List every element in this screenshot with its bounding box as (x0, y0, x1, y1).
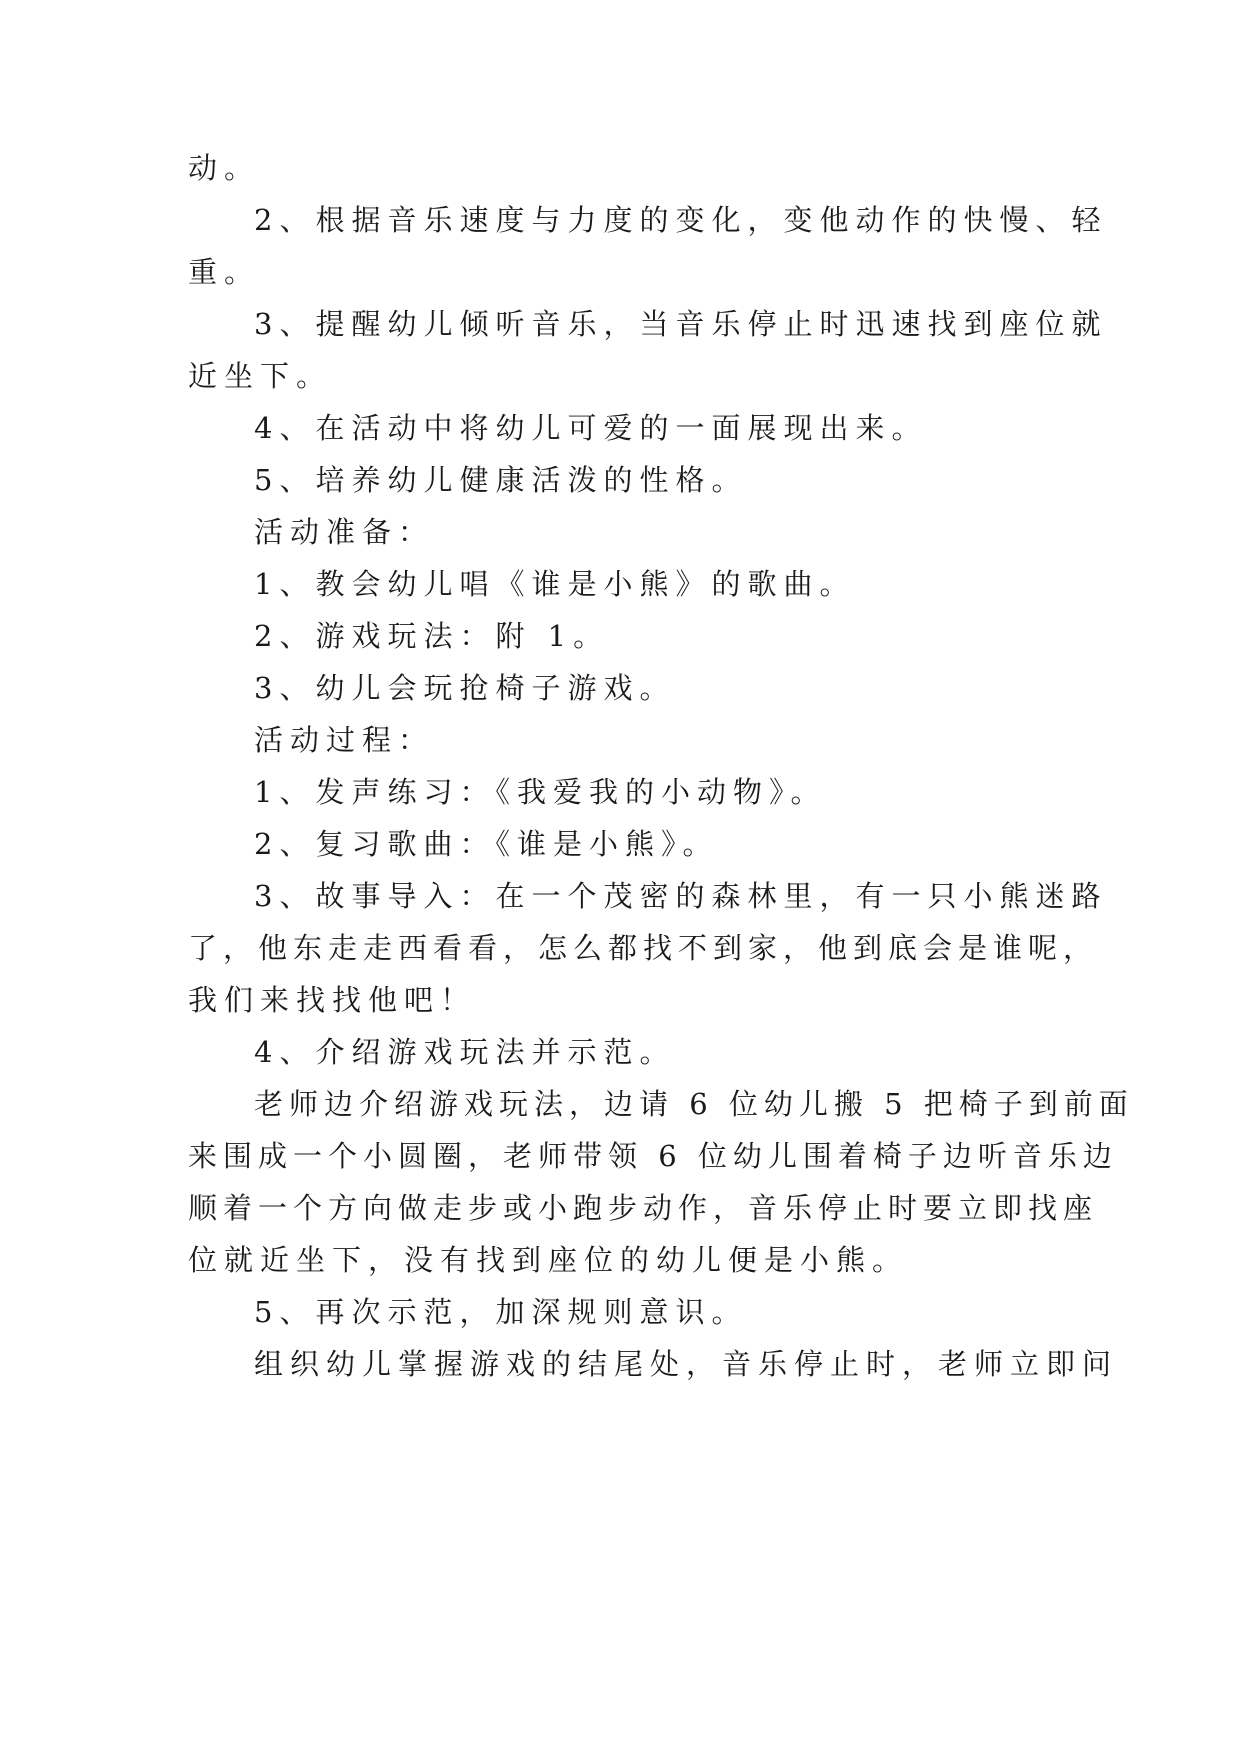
section-heading: 活动准备： (254, 515, 435, 549)
text-line: 动。 (188, 151, 261, 185)
text-line: 4、在活动中将幼儿可爱的一面展现出来。 (254, 411, 928, 445)
text-line: 5、再次示范，加深规则意识。 (254, 1295, 748, 1329)
text-line: 位就近坐下，没有找到座位的幼儿便是小熊。 (188, 1243, 909, 1277)
section-heading: 活动过程： (254, 723, 435, 757)
text-line: 2、根据音乐速度与力度的变化，变他动作的快慢、轻 (254, 203, 1108, 237)
text-line: 3、提醒幼儿倾听音乐，当音乐停止时迅速找到座位就 (254, 307, 1108, 341)
text-line: 老师边介绍游戏玩法，边请 6 位幼儿搬 5 把椅子到前面 (254, 1087, 1134, 1121)
text-line: 5、培养幼儿健康活泼的性格。 (254, 463, 748, 497)
text-line: 3、幼儿会玩抢椅子游戏。 (254, 671, 676, 705)
text-line: 2、复习歌曲：《谁是小熊》。 (254, 827, 719, 861)
text-line: 来围成一个小圆圈，老师带领 6 位幼儿围着椅子边听音乐边 (188, 1139, 1118, 1173)
text-line: 组织幼儿掌握游戏的结尾处，音乐停止时，老师立即问 (254, 1347, 1119, 1381)
text-line: 4、介绍游戏玩法并示范。 (254, 1035, 676, 1069)
text-line: 2、游戏玩法：附 1。 (254, 619, 610, 653)
text-line: 顺着一个方向做走步或小跑步动作，音乐停止时要立即找座 (188, 1191, 1099, 1225)
text-line: 1、教会幼儿唱《谁是小熊》的歌曲。 (254, 567, 856, 601)
text-line: 3、故事导入：在一个茂密的森林里，有一只小熊迷路 (254, 879, 1108, 913)
text-line: 了，他东走走西看看，怎么都找不到家，他到底会是谁呢， (188, 931, 1099, 965)
text-line: 我们来找找他吧！ (188, 983, 477, 1017)
text-line: 近坐下。 (188, 359, 333, 393)
text-line: 重。 (188, 255, 261, 289)
text-line: 1、发声练习：《我爱我的小动物》。 (254, 775, 827, 809)
